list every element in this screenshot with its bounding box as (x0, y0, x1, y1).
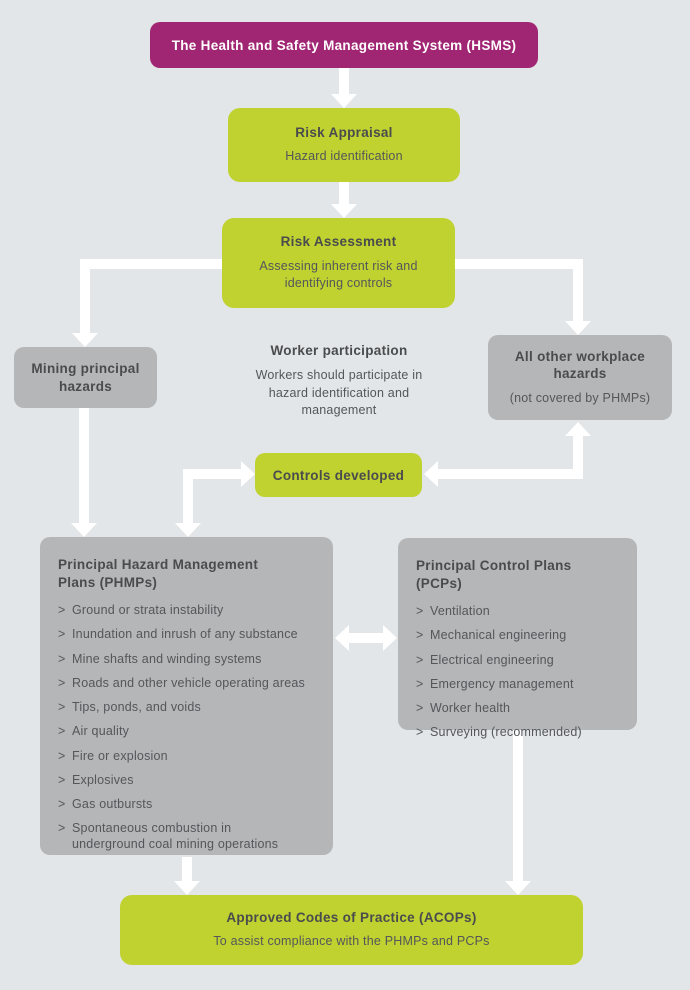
list-item (416, 604, 621, 619)
chevron-bullet: > (58, 821, 66, 836)
arrow-assessment-left-branch-horizontal (85, 259, 222, 269)
list-item (58, 773, 317, 788)
phmps-item: Inundation and inrush of any substance (72, 627, 298, 642)
arrowhead-mining-into-phmps (71, 523, 97, 537)
arrow-phmps-pcps-shaft (349, 633, 383, 643)
arrow-mining-to-phmps-shaft (79, 408, 89, 525)
risk-assessment-subtitle: Assessing inherent risk and identifying controls (259, 258, 418, 290)
acops-subtitle: To assist compliance with the PHMPs and PCPs (213, 933, 490, 948)
mining-hazards-title: Mining principal hazards (31, 360, 140, 394)
chevron-bullet: > (58, 797, 66, 812)
worker-participation-body: Workers should participate in hazard identification and management (255, 368, 423, 417)
arrowhead-into-other-hazards-top (565, 321, 591, 335)
arrow-hsms-to-appraisal-shaft (339, 68, 349, 96)
chevron-bullet: > (416, 725, 424, 740)
list-item (58, 627, 317, 642)
worker-participation-title: Worker participation (270, 343, 408, 358)
phmps-item: Mine shafts and winding systems (72, 651, 262, 666)
arrow-assessment-right-branch-vertical (573, 259, 583, 323)
hsms-box (150, 22, 538, 68)
list-item (58, 676, 317, 691)
risk-appraisal-subtitle: Hazard identification (285, 148, 403, 163)
pcps-box (398, 538, 637, 740)
list-item (416, 677, 621, 692)
list-item (416, 701, 621, 716)
risk-appraisal-box (228, 108, 460, 182)
phmps-title: Principal Hazard Management Plans (PHMPs) (58, 557, 259, 590)
arrowhead-into-controls-right (424, 461, 438, 487)
phmps-item: Air quality (72, 724, 130, 739)
pcps-item: Worker health (430, 701, 511, 716)
controls-developed-title: Controls developed (272, 467, 405, 483)
arrowhead-controls-into-phmps (175, 523, 201, 537)
pcps-item: Emergency management (430, 676, 574, 691)
risk-assessment-box (222, 218, 455, 308)
arrow-phmps-to-acops-shaft (182, 857, 192, 883)
phmps-list (58, 603, 317, 852)
phmps-item: Explosives (72, 772, 134, 787)
arrow-appraisal-to-assessment-shaft (339, 182, 349, 206)
phmps-item: Ground or strata instability (72, 603, 224, 618)
other-hazards-subtitle: (not covered by PHMPs) (509, 390, 651, 405)
list-item (58, 603, 317, 618)
arrowhead-pcps-into-acops (505, 881, 531, 895)
arrowhead-phmps-into-acops (174, 881, 200, 895)
mining-hazards-box (14, 347, 157, 408)
chevron-bullet: > (58, 748, 66, 763)
chevron-bullet: > (58, 603, 66, 618)
arrow-pcps-to-acops-shaft (513, 730, 523, 883)
chevron-bullet: > (416, 652, 424, 667)
acops-title: Approved Codes of Practice (ACOPs) (226, 909, 477, 925)
chevron-bullet: > (58, 651, 66, 666)
pcps-item: Mechanical engineering (430, 628, 567, 643)
list-item (58, 724, 317, 739)
pcps-list (416, 604, 621, 741)
arrow-controls-phmps-horizontal (188, 469, 243, 479)
arrowhead-into-pcps-left (383, 625, 397, 651)
list-item (416, 628, 621, 643)
arrowhead-into-phmps-right (335, 625, 349, 651)
other-hazards-box (488, 335, 672, 420)
phmps-item: Roads and other vehicle operating areas (72, 675, 305, 690)
pcps-item: Ventilation (430, 604, 490, 619)
list-item (58, 749, 317, 764)
arrowhead-appraisal-to-assessment (331, 204, 357, 218)
list-item (58, 821, 317, 852)
risk-assessment-title: Risk Assessment (280, 233, 397, 249)
phmps-item: Tips, ponds, and voids (72, 700, 202, 715)
chevron-bullet: > (58, 675, 66, 690)
arrow-controls-otherhazards-horizontal (438, 469, 583, 479)
risk-appraisal-title: Risk Appraisal (295, 124, 393, 140)
chevron-bullet: > (416, 676, 424, 691)
phmps-item: Gas outbursts (72, 797, 153, 812)
list-item (58, 797, 317, 812)
worker-participation-note (239, 343, 439, 420)
chevron-bullet: > (58, 772, 66, 787)
arrowhead-into-other-hazards-bottom (565, 422, 591, 436)
phmps-item: Fire or explosion (72, 748, 168, 763)
acops-box (120, 895, 583, 965)
pcps-item: Electrical engineering (430, 652, 554, 667)
chevron-bullet: > (416, 701, 424, 716)
list-item (416, 725, 621, 740)
list-item (58, 652, 317, 667)
other-hazards-title: All other workplace hazards (514, 348, 646, 382)
arrow-assessment-left-branch-vertical (80, 259, 90, 335)
list-item (416, 653, 621, 668)
arrowhead-into-mining-hazards (72, 333, 98, 347)
phmps-item: Spontaneous combustion in underground coal mining operations (72, 821, 279, 851)
chevron-bullet: > (416, 628, 424, 643)
pcps-title: Principal Control Plans (PCPs) (416, 558, 572, 591)
arrowhead-into-controls-left (241, 461, 255, 487)
chevron-bullet: > (416, 604, 424, 619)
pcps-item: Surveying (recommended) (430, 725, 582, 740)
controls-developed-box (255, 453, 422, 497)
hsms-title: The Health and Safety Management System (HSMS) (171, 37, 517, 53)
chevron-bullet: > (58, 724, 66, 739)
chevron-bullet: > (58, 700, 66, 715)
chevron-bullet: > (58, 627, 66, 642)
arrowhead-hsms-to-appraisal (331, 94, 357, 108)
phmps-box (40, 537, 333, 855)
list-item (58, 700, 317, 715)
arrow-assessment-right-branch-horizontal (455, 259, 583, 269)
